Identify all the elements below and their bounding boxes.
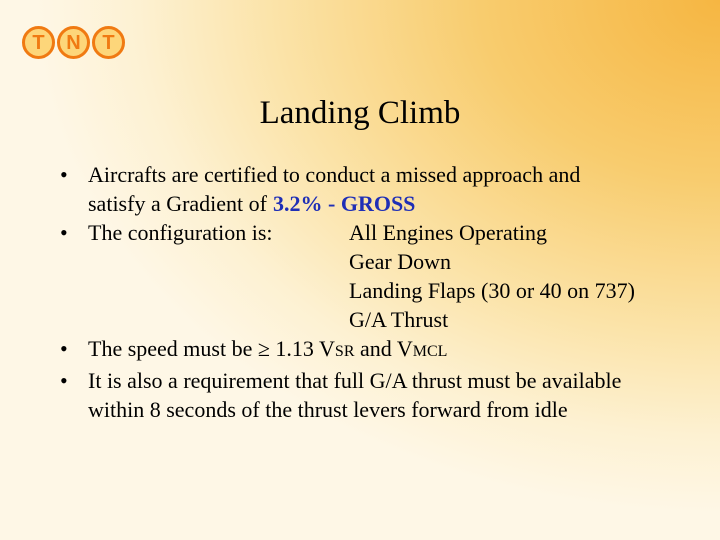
bullet-certification-line2 <box>88 189 635 218</box>
slide-title <box>0 95 720 132</box>
configuration-item: Landing Flaps (30 or 40 on 737) <box>349 278 635 303</box>
bullet-dot: • <box>60 368 68 393</box>
logo-letter-t2: T <box>92 26 125 59</box>
gradient-label: satisfy a Gradient of <box>88 191 267 216</box>
speed-prefix: The speed must be ≥ 1.13 V <box>88 336 335 361</box>
configuration-label: The configuration is: <box>88 220 273 245</box>
slide-title-text: Landing Climb <box>259 95 461 131</box>
bullet-certification-line1: Aircrafts are certified to conduct a missed approach and <box>88 162 581 187</box>
thrust-line1: It is also a requirement that full G/A thrust must be available <box>88 368 622 393</box>
speed-middle: and V <box>354 336 413 361</box>
logo-letter-n: N <box>57 26 90 59</box>
bullet-dot: • <box>60 336 68 361</box>
bullet-certification <box>56 160 635 218</box>
bullet-dot: • <box>60 220 68 245</box>
configuration-item: Gear Down <box>349 249 452 274</box>
bullet-list <box>56 160 635 424</box>
bullet-configuration <box>56 218 635 247</box>
bullet-dot: • <box>60 162 68 187</box>
gradient-value: 3.2% - GROSS <box>273 191 416 216</box>
logo-letter-t1: T <box>22 26 55 59</box>
bullet-speed <box>56 334 635 366</box>
speed-subscript-sr: SR <box>334 343 355 360</box>
configuration-item: All Engines Operating <box>349 220 547 245</box>
thrust-line2: within 8 seconds of the thrust levers forward from idle <box>88 397 568 422</box>
configuration-item: G/A Thrust <box>349 307 449 332</box>
configuration-row-1 <box>88 218 635 247</box>
tnt-logo <box>22 26 125 59</box>
bullet-thrust-requirement <box>56 366 635 424</box>
speed-subscript-mcl: MCL <box>412 343 448 360</box>
